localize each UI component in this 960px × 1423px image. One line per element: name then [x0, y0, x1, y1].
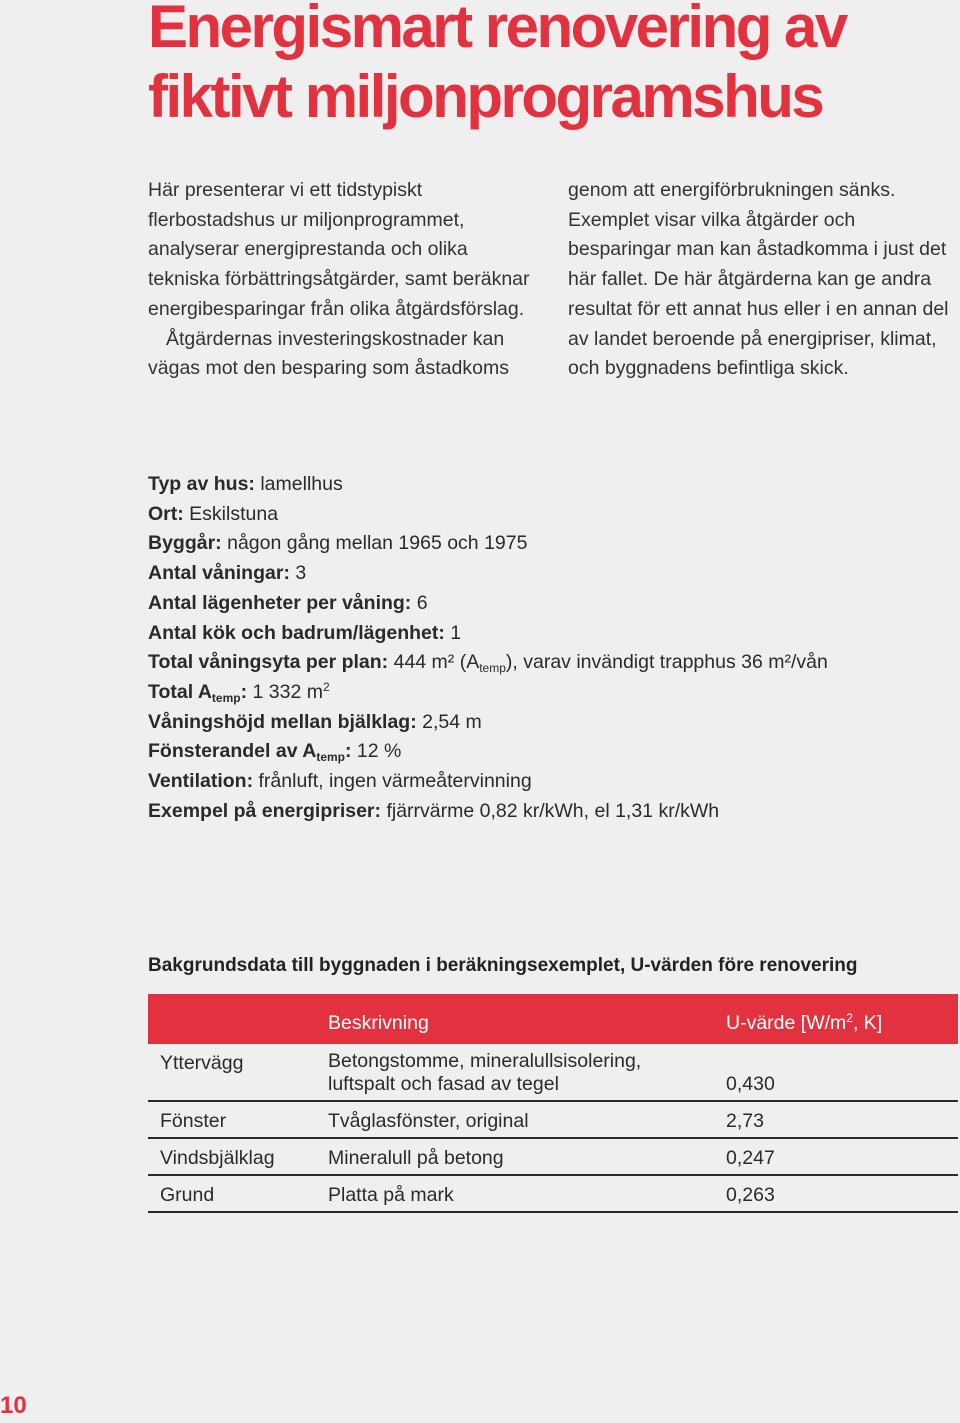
cell-u-value: 0,263: [726, 1175, 958, 1212]
fact-apartments-per-floor: [148, 589, 948, 619]
table-row: [148, 1101, 958, 1138]
cell-u-value: 2,73: [726, 1101, 958, 1138]
fact-value: frånluft, ingen värmeåtervinning: [258, 770, 532, 793]
cell-description: Tvåglasfönster, original: [328, 1101, 726, 1138]
fact-value: Eskilstuna: [189, 502, 279, 525]
fact-label-subscript: temp: [316, 750, 345, 765]
cell-description-line: luftspalt och fasad av tegel: [328, 1073, 559, 1095]
fact-label: Typ av hus:: [148, 473, 255, 495]
fact-value: 1 332 m: [252, 680, 323, 703]
fact-window-ratio: [148, 737, 948, 767]
fact-floor-height: [148, 708, 948, 738]
fact-label-text: Fönsterandel av A: [148, 740, 317, 763]
table-header-row: [148, 994, 958, 1044]
fact-value: 6: [416, 591, 428, 614]
u-value-table: [148, 994, 958, 1213]
intro-column-left: [148, 176, 540, 384]
cell-description: Mineralull på betong: [328, 1138, 726, 1175]
table-row: [148, 1044, 958, 1101]
header-part: [148, 994, 328, 1044]
cell-u-value: 0,247: [726, 1138, 958, 1175]
fact-value: 2,54 m: [422, 710, 482, 733]
fact-label: [148, 740, 352, 765]
cell-description-line: Betongstomme, mineralullsisolering,: [328, 1050, 642, 1072]
fact-floor-area: [148, 648, 948, 678]
intro-column-right: [568, 176, 960, 384]
fact-house-type: [148, 470, 948, 500]
fact-value-cont: ), varav invändigt trapphus 36 m²/vån: [505, 651, 828, 674]
fact-location: [148, 500, 948, 530]
fact-value: fjärrvärme 0,82 kr/kWh, el 1,31 kr/kWh: [386, 799, 720, 822]
fact-value: 1: [450, 621, 462, 644]
fact-value: 444 m² (A: [393, 651, 480, 674]
intro-paragraph-1: Här presenterar vi ett tidstypiskt flerbostadshus ur miljonprogrammet, analyserar energiprestanda och olika tekniska förbättringsåtgärder, samt beräknar energibesparingar från olika åtgärdsförslag.: [148, 179, 530, 320]
fact-energy-prices: [148, 797, 948, 827]
cell-part: Yttervägg: [148, 1044, 328, 1101]
header-u-text: U-värde [W/m: [726, 1011, 847, 1034]
fact-superscript: 2: [322, 679, 330, 694]
fact-kitchen-bathroom: [148, 619, 948, 649]
fact-label-subscript: temp: [211, 690, 241, 705]
header-u-superscript: 2: [846, 1010, 853, 1025]
fact-label: Ort:: [148, 502, 184, 525]
cell-part: Fönster: [148, 1101, 328, 1138]
fact-ventilation: [148, 767, 948, 797]
intro-paragraph-2-start: Åtgärdernas investeringskostnader kan vägas mot den besparing som åstadkoms: [148, 327, 509, 380]
fact-build-year: [148, 529, 948, 559]
fact-label: Byggår:: [148, 532, 222, 555]
fact-subscript: temp: [479, 661, 506, 676]
fact-label-colon: :: [240, 680, 248, 703]
fact-label-colon: :: [345, 740, 352, 763]
fact-value: 12 %: [356, 740, 402, 763]
cell-u-value: 0,430: [726, 1044, 958, 1101]
table-title: Bakgrundsdata till byggnaden i beräkningsexemplet, U-värden före renovering: [148, 955, 858, 976]
table-row: [148, 1138, 958, 1175]
fact-floors: [148, 559, 948, 589]
cell-description: Platta på mark: [328, 1175, 726, 1212]
fact-label: Total våningsyta per plan:: [148, 651, 389, 674]
cell-description: [328, 1044, 726, 1101]
header-u-unit: , K]: [852, 1011, 883, 1034]
fact-label: Antal våningar:: [148, 562, 290, 585]
fact-value: 3: [295, 562, 307, 585]
page-title: Energismart renovering av fiktivt miljonprogramshus: [148, 0, 846, 130]
header-description: Beskrivning: [328, 994, 726, 1044]
fact-total-atemp: [148, 678, 948, 708]
fact-label: [148, 681, 247, 703]
fact-value: någon gång mellan 1965 och 1975: [227, 532, 528, 555]
fact-label-text: Total A: [148, 680, 212, 703]
fact-label: Antal kök och badrum/lägenhet:: [148, 621, 445, 644]
fact-label: Antal lägenheter per våning:: [148, 591, 412, 614]
header-u-value: [726, 994, 958, 1044]
table-row: [148, 1175, 958, 1212]
page-number: 10: [0, 1392, 27, 1419]
fact-label: Exempel på energipriser:: [148, 799, 382, 822]
cell-part: Grund: [148, 1175, 328, 1212]
fact-label: Våningshöjd mellan bjälklag:: [148, 710, 417, 733]
intro-paragraph-2-end: genom att energiförbrukningen sänks. Exemplet visar vilka åtgärder och besparingar man kan åstadkomma i just det här fallet. De här åtgärderna kan ge andra resultat för ett annat hus eller i en annan del av landet beroende på energipriser, klimat, och byggnadens befintliga skick.: [568, 179, 949, 380]
building-facts: [148, 470, 948, 826]
fact-value: lamellhus: [260, 473, 343, 495]
cell-part: Vindsbjälklag: [148, 1138, 328, 1175]
fact-label: Ventilation:: [148, 770, 254, 793]
